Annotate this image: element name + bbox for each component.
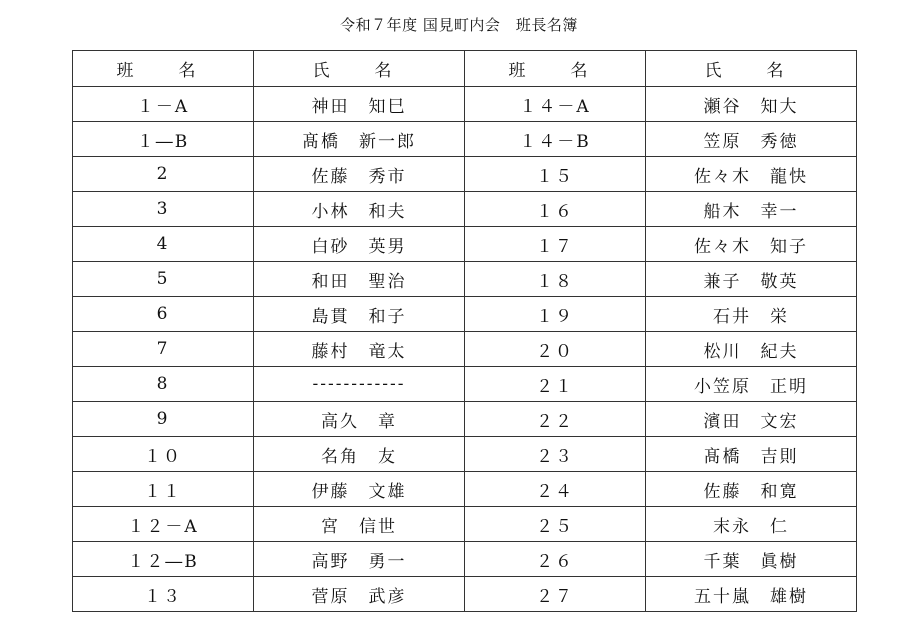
name-cell: 名角 友	[254, 437, 465, 472]
name-cell: 瀬谷 知大	[646, 87, 857, 122]
han-cell: 7	[73, 332, 254, 367]
han-cell: １１	[73, 472, 254, 507]
han-cell: １２－A	[73, 507, 254, 542]
han-cell: １４－B	[465, 122, 646, 157]
header-han-left: 班 名	[73, 51, 254, 87]
name-cell: 千葉 眞樹	[646, 542, 857, 577]
table-row	[73, 542, 857, 577]
name-cell: 佐々木 知子	[646, 227, 857, 262]
han-cell: 9	[73, 402, 254, 437]
name-cell: 和田 聖治	[254, 262, 465, 297]
header-han-right: 班 名	[465, 51, 646, 87]
han-cell: ２２	[465, 402, 646, 437]
han-cell: ２６	[465, 542, 646, 577]
name-cell: 島貫 和子	[254, 297, 465, 332]
han-cell: 5	[73, 262, 254, 297]
table-row	[73, 192, 857, 227]
han-cell: １２―B	[73, 542, 254, 577]
name-cell: 小林 和夫	[254, 192, 465, 227]
name-cell: 白砂 英男	[254, 227, 465, 262]
header-name-right: 氏 名	[646, 51, 857, 87]
name-cell: 佐藤 和寛	[646, 472, 857, 507]
table-row	[73, 227, 857, 262]
han-cell: １９	[465, 297, 646, 332]
han-cell: １０	[73, 437, 254, 472]
name-cell: 末永 仁	[646, 507, 857, 542]
table-row	[73, 577, 857, 612]
name-cell: 兼子 敬英	[646, 262, 857, 297]
name-cell: 佐藤 秀市	[254, 157, 465, 192]
han-cell: ２０	[465, 332, 646, 367]
name-cell: 髙橋 新一郎	[254, 122, 465, 157]
table-row	[73, 402, 857, 437]
table-row	[73, 87, 857, 122]
page-title: 令和７年度 国見町内会 班長名簿	[340, 16, 578, 34]
han-cell: ２７	[465, 577, 646, 612]
han-cell: １４－A	[465, 87, 646, 122]
name-cell: 高久 章	[254, 402, 465, 437]
table-row	[73, 437, 857, 472]
table-row	[73, 122, 857, 157]
table-row	[73, 297, 857, 332]
han-cell: 2	[73, 157, 254, 192]
han-cell: １－A	[73, 87, 254, 122]
table-row	[73, 332, 857, 367]
han-cell: １７	[465, 227, 646, 262]
han-cell: 3	[73, 192, 254, 227]
han-cell: ２５	[465, 507, 646, 542]
name-cell: 神田 知巳	[254, 87, 465, 122]
han-cell: １３	[73, 577, 254, 612]
name-cell: 笠原 秀徳	[646, 122, 857, 157]
name-cell: 髙橋 吉則	[646, 437, 857, 472]
han-cell: 6	[73, 297, 254, 332]
name-cell: 伊藤 文雄	[254, 472, 465, 507]
han-cell: １６	[465, 192, 646, 227]
table-row	[73, 157, 857, 192]
han-cell: １５	[465, 157, 646, 192]
han-cell: ２４	[465, 472, 646, 507]
header-name-left: 氏 名	[254, 51, 465, 87]
name-cell: 佐々木 龍快	[646, 157, 857, 192]
table-row	[73, 367, 857, 402]
name-cell: ------------	[254, 367, 465, 402]
table-header-row	[73, 51, 857, 87]
name-cell: 宮 信世	[254, 507, 465, 542]
name-cell: 石井 栄	[646, 297, 857, 332]
han-cell: ２３	[465, 437, 646, 472]
name-cell: 船木 幸一	[646, 192, 857, 227]
han-cell: 8	[73, 367, 254, 402]
roster-table	[72, 50, 857, 612]
han-cell: ２１	[465, 367, 646, 402]
table-row	[73, 262, 857, 297]
han-cell: 4	[73, 227, 254, 262]
han-cell: １―B	[73, 122, 254, 157]
name-cell: 五十嵐 雄樹	[646, 577, 857, 612]
name-cell: 藤村 竜太	[254, 332, 465, 367]
name-cell: 小笠原 正明	[646, 367, 857, 402]
han-cell: １８	[465, 262, 646, 297]
name-cell: 高野 勇一	[254, 542, 465, 577]
name-cell: 濱田 文宏	[646, 402, 857, 437]
name-cell: 松川 紀夫	[646, 332, 857, 367]
name-cell: 菅原 武彦	[254, 577, 465, 612]
table-row	[73, 472, 857, 507]
table-row	[73, 507, 857, 542]
